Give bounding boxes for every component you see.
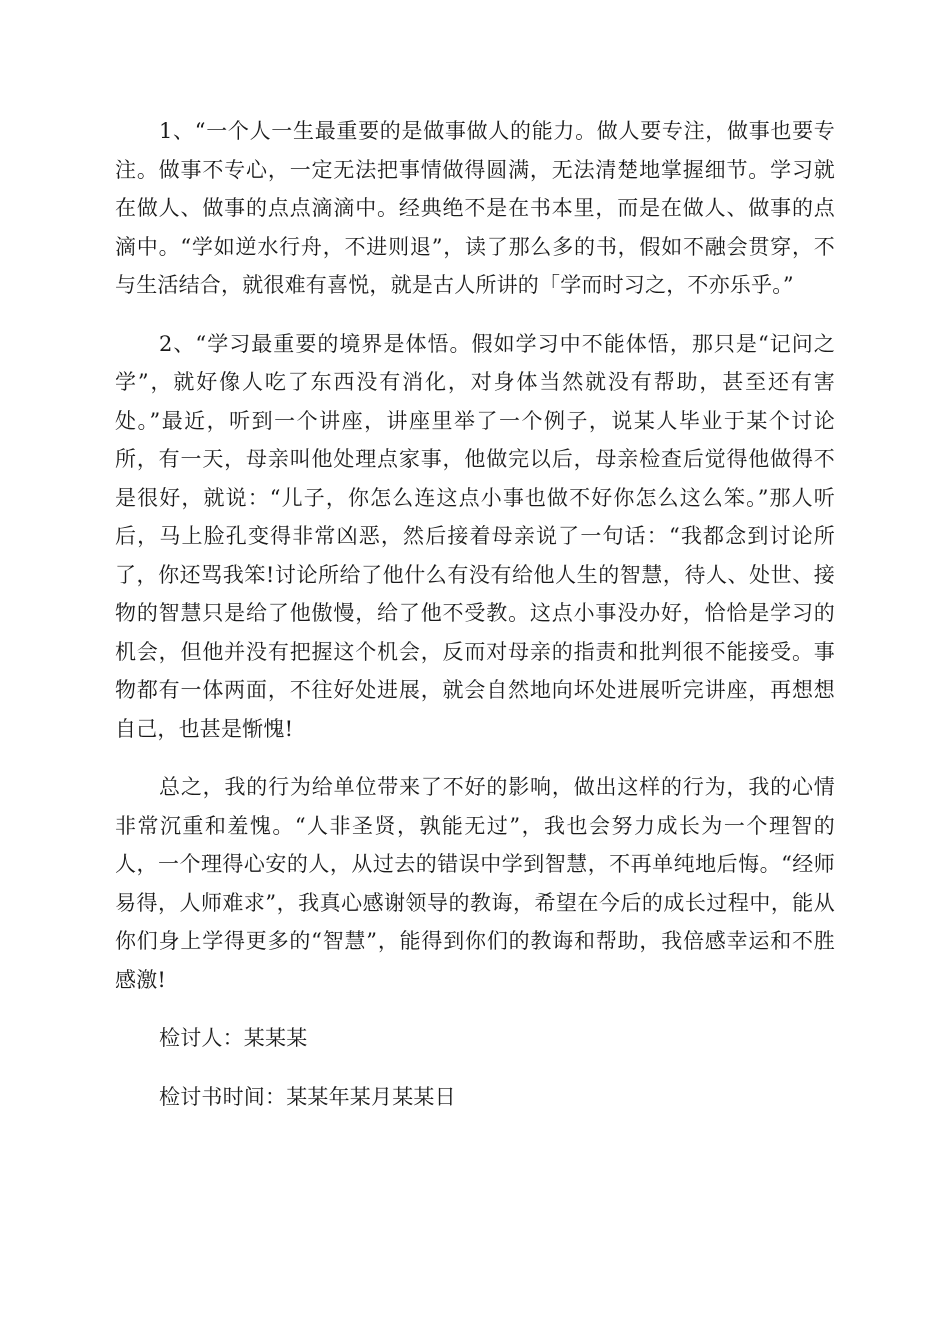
date-line: 检讨书时间：某某年某月某某日 — [159, 1084, 456, 1109]
paragraph-1: 1、“一个人一生最重要的是做事做人的能力。做人要专注，做事也要专注。做事不专心，一定无法把事情做得圆满，无法清楚地掌握细节。学习就在做人、做事的点点滴滴中。经典绝不是在书本里，而是在做人、做事的点滴中。“学如逆水行舟，不进则退”，读了那么多的书，假如不融会贯穿，不与生活结合，就很难有喜悦，就是古人所讲的「学而时习之，不亦乐乎。” — [115, 119, 835, 297]
paragraph-2: 2、“学习最重要的境界是体悟。假如学习中不能体悟，那只是“记问之学”，就好像人吃了东西没有消化，对身体当然就没有帮助，甚至还有害处。”最近，听到一个讲座，讲座里举了一个例子，说某人毕业于某个讨论所，有一天，母亲叫他处理点家事，他做完以后，母亲检查后觉得他做得不是很好，就说：“儿子，你怎么连这点小事也做不好你怎么这么笨。”那人听后，马上脸孔变得非常凶恶，然后接着母亲说了一句话：“我都念到讨论所了，你还骂我笨!讨论所给了他什么有没有给他人生的智慧，待人、处世、接物的智慧只是给了他傲慢，给了他不受教。这点小事没办好，恰恰是学习的机会，但他并没有把握这个机会，反而对母亲的指责和批判很不能接受。事物都有一体两面，不往好处进展，就会自然地向坏处进展听完讲座，再想想自己，也甚是惭愧! — [115, 331, 835, 741]
paragraph-3: 总之，我的行为给单位带来了不好的影响，做出这样的行为，我的心情非常沉重和羞愧。“人非圣贤，孰能无过”，我也会努力成长为一个理智的人，一个理得心安的人，从过去的错误中学到智慧，不再单纯地后悔。“经师易得，人师难求”，我真心感谢领导的教诲，希望在今后的成长过程中，能从你们身上学得更多的“智慧”，能得到你们的教诲和帮助，我倍感幸运和不胜感激! — [115, 775, 835, 992]
reviewer-line: 检讨人：某某某 — [159, 1026, 308, 1050]
document-body — [115, 112, 835, 1136]
